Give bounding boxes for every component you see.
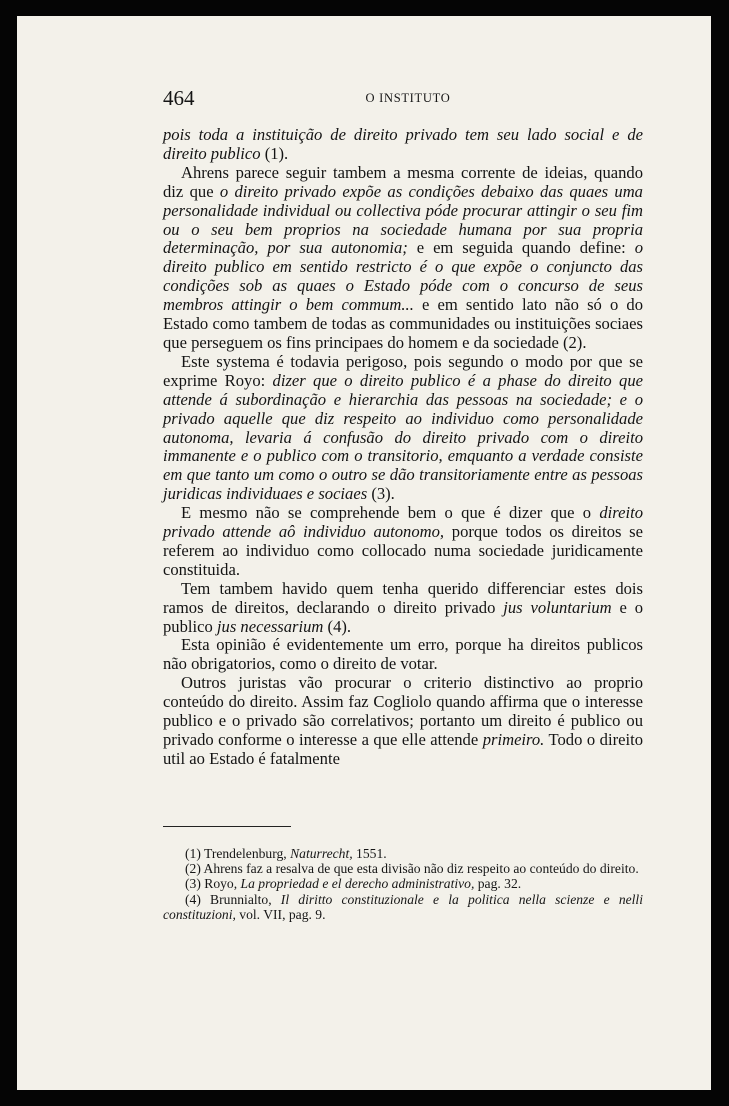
footnote-2: (2) Ahrens faz a resalva de que esta divisão não diz respeito ao conteúdo do direito.: [185, 861, 639, 877]
page-number: 464: [163, 86, 195, 110]
footnote-4: (4) Brunnialto, Il diritto constituzionale e la politica nella scienze e nelli constituzioni, vol. VII, pag. 9.: [163, 891, 643, 922]
paragraph-2: Ahrens parece seguir tambem a mesma corrente de ideias, quando diz que o direito privado expõe as condições debaixo das quaes uma personalidade individual ou collectiva póde procurar attingir o seu fim ou o seu bem proprios na sociedade humana por sua propria determinação, por sua autonomia; e em seguida quando define: o direito publico em sentido restricto é o que expõe o conjuncto das condições sob as quaes o Estado póde com o concurso de seus membros attingir o bem commum... e em sentido lato não só o do Estado como tambem de todas as communidades ou instituições sociaes que perseguem os fins principaes do homem e da sociedade (2).: [163, 162, 644, 352]
paragraph-7: Outros juristas vão procurar o criterio distinctivo ao proprio conteúdo do direito. Assim faz Cogliolo quando affirma que o interesse publico e o privado são correlativos; portanto um direito é publico ou privado conforme o interesse a que elle attende primeiro. Todo o direito util ao Estado é fatalmente: [163, 673, 643, 768]
paragraph-1: pois toda a instituição de direito privado tem seu lado social e de direito publico (1).: [163, 125, 643, 163]
book-page: [17, 16, 711, 1090]
paragraph-3: Este systema é todavia perigoso, pois segundo o modo por que se exprime Royo: dizer que o direito publico é a phase do direito que attende á subordinação e hierarchia das pessoas na sociedade; e o privado aquelle que diz respeito ao individuo como personalidade autonoma, levaria á confusão do direito privado com o direito immanente e o publico com o transitorio, emquanto a verdade consiste em que tanto um como o outro se dão transitoriamente entre as pessoas juridicas individuaes e sociaes (3).: [163, 351, 643, 504]
paragraph-4: E mesmo não se comprehende bem o que é dizer que o direito privado attende aô individuo autonomo, porque todos os direitos se referem ao individuo como collocado numa sociedade juridicamente constituida.: [163, 503, 643, 579]
footnote-3: (3) Royo, La propriedad e el derecho administrativo, pag. 32.: [185, 876, 522, 892]
footnotes: [163, 846, 643, 922]
paragraph-6: Esta opinião é evidentemente um erro, porque ha direitos publicos não obrigatorios, como o direito de votar.: [163, 635, 643, 674]
paragraph-5: Tem tambem havido quem tenha querido differenciar estes dois ramos de direitos, declarando o direito privado jus voluntarium e o publico jus necessarium (4).: [163, 578, 643, 636]
body-text: [163, 126, 643, 769]
footnote-divider: [163, 826, 291, 827]
footnote-1: (1) Trendelenburg, Naturrecht, 1551.: [185, 846, 387, 861]
page-header: [163, 86, 653, 112]
running-title: O INSTITUTO: [365, 91, 451, 105]
